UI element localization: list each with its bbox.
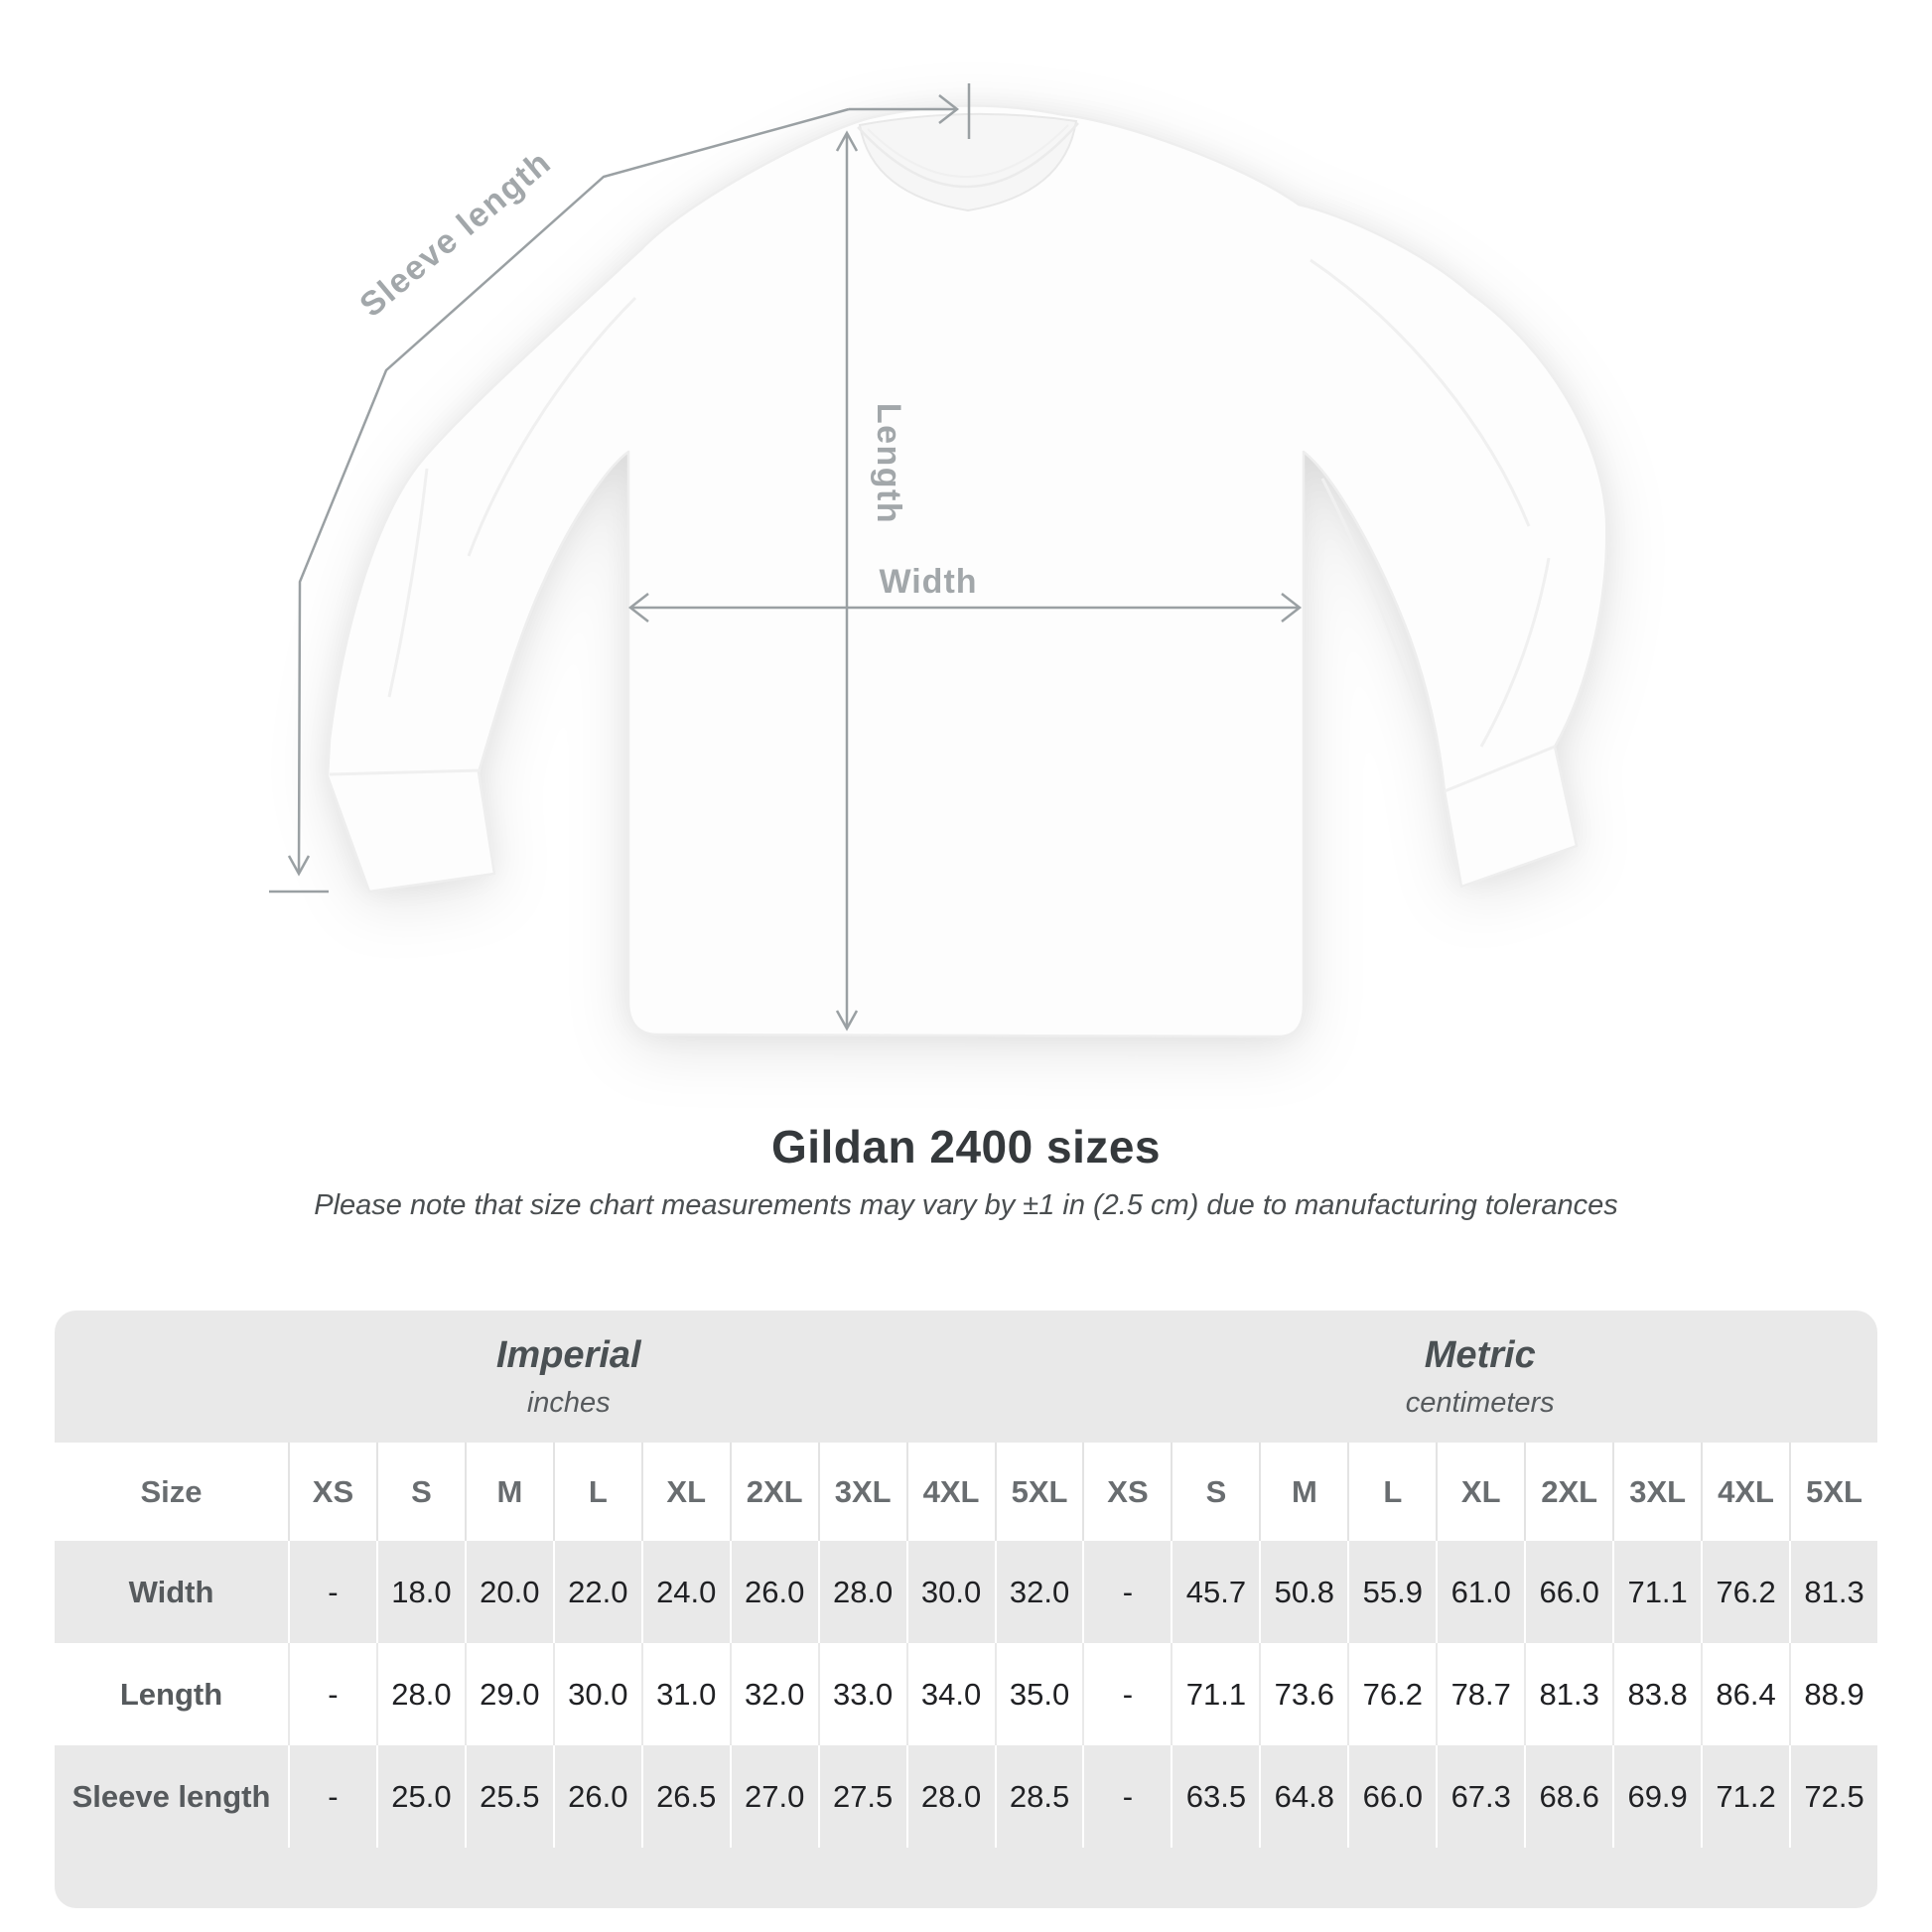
size-header-m-imperial: M <box>465 1443 553 1541</box>
imperial-heading: Imperial <box>495 1333 641 1376</box>
cell-width-l-cm: 55.9 <box>1347 1541 1436 1643</box>
cell-length-4xl-in: 34.0 <box>906 1643 995 1745</box>
cell-width-2xl-cm: 66.0 <box>1524 1541 1612 1643</box>
size-header-5xl-metric: 5XL <box>1789 1443 1877 1541</box>
cell-sleeve-l-in: 26.0 <box>553 1745 641 1848</box>
size-header-2xl-metric: 2XL <box>1524 1443 1612 1541</box>
size-header-xs-metric: XS <box>1082 1443 1171 1541</box>
cell-sleeve-5xl-in: 28.5 <box>995 1745 1083 1848</box>
page-title: Gildan 2400 sizes <box>770 1121 1162 1173</box>
cell-sleeve-3xl-cm: 69.9 <box>1612 1745 1701 1848</box>
row-label-width: Width <box>128 1574 214 1609</box>
cell-sleeve-xs-in: - <box>288 1745 376 1848</box>
size-header-5xl-imperial: 5XL <box>995 1443 1083 1541</box>
cell-sleeve-m-in: 25.5 <box>465 1745 553 1848</box>
size-header-3xl-imperial: 3XL <box>818 1443 906 1541</box>
cell-sleeve-l-cm: 66.0 <box>1347 1745 1436 1848</box>
cell-length-5xl-in: 35.0 <box>995 1643 1083 1745</box>
size-header-l-metric: L <box>1347 1443 1436 1541</box>
cell-width-xs-cm: - <box>1082 1541 1171 1643</box>
cell-sleeve-3xl-in: 27.5 <box>818 1745 906 1848</box>
cell-width-m-in: 20.0 <box>465 1541 553 1643</box>
cell-length-s-cm: 71.1 <box>1171 1643 1259 1745</box>
cell-length-xs-in: - <box>288 1643 376 1745</box>
cell-length-2xl-cm: 81.3 <box>1524 1643 1612 1745</box>
imperial-unit-group <box>55 1311 1083 1443</box>
size-header-4xl-metric: 4XL <box>1701 1443 1789 1541</box>
metric-unit-label: centimeters <box>1405 1386 1555 1419</box>
size-header-m-metric: M <box>1259 1443 1347 1541</box>
size-header-xs-imperial: XS <box>288 1443 376 1541</box>
cell-sleeve-2xl-cm: 68.6 <box>1524 1745 1612 1848</box>
cell-width-xs-in: - <box>288 1541 376 1643</box>
tolerance-note: Please note that size chart measurements may vary by ±1 in (2.5 cm) due to manufacturing tolerances <box>314 1189 1618 1221</box>
cell-width-l-in: 22.0 <box>553 1541 641 1643</box>
size-header-s-imperial: S <box>376 1443 465 1541</box>
row-label-sleeve-length: Sleeve length <box>71 1778 271 1814</box>
cell-length-s-in: 28.0 <box>376 1643 465 1745</box>
cell-sleeve-s-in: 25.0 <box>376 1745 465 1848</box>
metric-unit-group <box>1083 1311 1878 1443</box>
cell-width-3xl-cm: 71.1 <box>1612 1541 1701 1643</box>
cell-width-s-in: 18.0 <box>376 1541 465 1643</box>
cell-width-4xl-in: 30.0 <box>906 1541 995 1643</box>
cell-width-5xl-in: 32.0 <box>995 1541 1083 1643</box>
cell-width-4xl-cm: 76.2 <box>1701 1541 1789 1643</box>
cell-length-m-in: 29.0 <box>465 1643 553 1745</box>
cell-length-3xl-cm: 83.8 <box>1612 1643 1701 1745</box>
cell-width-5xl-cm: 81.3 <box>1789 1541 1877 1643</box>
cell-sleeve-2xl-in: 27.0 <box>730 1745 818 1848</box>
size-header-3xl-metric: 3XL <box>1612 1443 1701 1541</box>
length-label: Length <box>870 402 907 525</box>
cell-length-4xl-cm: 86.4 <box>1701 1643 1789 1745</box>
cell-width-xl-in: 24.0 <box>641 1541 730 1643</box>
cell-length-l-cm: 76.2 <box>1347 1643 1436 1745</box>
table-row-sleeve-length <box>55 1745 1877 1848</box>
unit-header-band <box>55 1311 1877 1443</box>
cell-sleeve-xl-in: 26.5 <box>641 1745 730 1848</box>
cell-length-l-in: 30.0 <box>553 1643 641 1745</box>
cell-sleeve-4xl-in: 28.0 <box>906 1745 995 1848</box>
size-header-s-metric: S <box>1171 1443 1259 1541</box>
size-header-xl-metric: XL <box>1436 1443 1524 1541</box>
sleeve-length-label: Sleeve length <box>352 143 559 325</box>
cell-length-5xl-cm: 88.9 <box>1789 1643 1877 1745</box>
size-header-2xl-imperial: 2XL <box>730 1443 818 1541</box>
cell-width-s-cm: 45.7 <box>1171 1541 1259 1643</box>
cell-length-2xl-in: 32.0 <box>730 1643 818 1745</box>
table-row-width <box>55 1541 1877 1643</box>
cell-sleeve-xs-cm: - <box>1082 1745 1171 1848</box>
cell-length-xl-in: 31.0 <box>641 1643 730 1745</box>
cell-length-3xl-in: 33.0 <box>818 1643 906 1745</box>
cell-sleeve-s-cm: 63.5 <box>1171 1745 1259 1848</box>
size-header-xl-imperial: XL <box>641 1443 730 1541</box>
cell-length-xs-cm: - <box>1082 1643 1171 1745</box>
metric-heading: Metric <box>1424 1333 1536 1376</box>
size-header-row <box>55 1443 1877 1541</box>
cell-width-3xl-in: 28.0 <box>818 1541 906 1643</box>
cell-sleeve-m-cm: 64.8 <box>1259 1745 1347 1848</box>
size-header-4xl-imperial: 4XL <box>906 1443 995 1541</box>
size-header-l-imperial: L <box>553 1443 641 1541</box>
cell-length-m-cm: 73.6 <box>1259 1643 1347 1745</box>
size-table <box>55 1311 1877 1908</box>
imperial-unit-label: inches <box>526 1386 611 1419</box>
cell-sleeve-xl-cm: 67.3 <box>1436 1745 1524 1848</box>
cell-length-xl-cm: 78.7 <box>1436 1643 1524 1745</box>
width-label: Width <box>879 563 978 601</box>
cell-width-m-cm: 50.8 <box>1259 1541 1347 1643</box>
cell-sleeve-4xl-cm: 71.2 <box>1701 1745 1789 1848</box>
cell-width-2xl-in: 26.0 <box>730 1541 818 1643</box>
row-label-length: Length <box>119 1676 223 1712</box>
cell-sleeve-5xl-cm: 72.5 <box>1789 1745 1877 1848</box>
size-column-header: Size <box>140 1473 203 1509</box>
table-row-length <box>55 1643 1877 1745</box>
cell-width-xl-cm: 61.0 <box>1436 1541 1524 1643</box>
